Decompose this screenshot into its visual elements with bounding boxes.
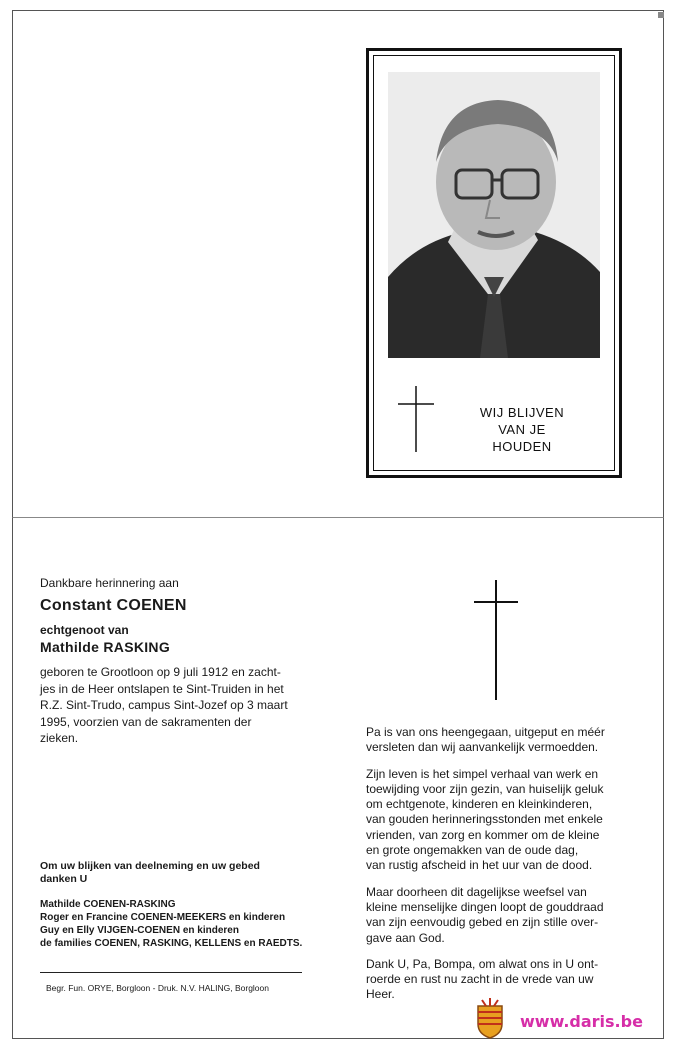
- crest-icon: [474, 998, 506, 1040]
- spouse-label: echtgenoot van: [40, 623, 129, 637]
- cross-icon: [396, 384, 436, 454]
- portrait-photo: [388, 72, 600, 358]
- large-cross-icon: [470, 578, 522, 702]
- spouse-name: Mathilde RASKING: [40, 639, 171, 655]
- corner-mark: [658, 12, 664, 18]
- poem: Pa is van ons heengegaan, uitgeput en méér versleten dan wij aanvankelijk vermoedden. Zijn leven is het simpel verhaal van werk en toewijding voor zijn gezin, van huiselijk geluk om echtgenote, kinderen en kleinkinderen, van gouden herinneringsstonden met enkele vrienden, van zorg en kommer om de kleine en grote ongemakken van de oude dag, van rustig afscheid in het uur van de dood. Maar doorheen dit dagelijkse weefsel van kleine menselijke dingen loopt de gouddraad van zijn eenvoudig gebed en zijn stille over- gave aan God. Dank U, Pa, Bompa, om alwat ons in U ont- roerde en rust nu zacht in de vrede van uw Heer.: [366, 725, 605, 1002]
- deceased-name: Constant COENEN: [40, 597, 187, 614]
- family-list: Mathilde COENEN-RASKING Roger en Francine COENEN-MEEKERS en kinderen Guy en Elly VIJGEN-COENEN en kinderen de families COENEN, RASKING, KELLENS en RAEDTS.: [40, 899, 303, 949]
- watermark-link[interactable]: www.daris.be: [520, 1012, 643, 1031]
- printer-credit: Begr. Fun. ORYE, Borgloon - Druk. N.V. HALING, Borgloon: [46, 983, 269, 993]
- intro-text: Dankbare herinnering aan: [40, 576, 179, 590]
- thanks-text: Om uw blijken van deelneming en uw gebed danken U: [40, 860, 260, 885]
- divider: [40, 972, 302, 973]
- biography: geboren te Grootloon op 9 juli 1912 en zacht- jes in de Heer ontslapen te Sint-Truiden in het R.Z. Sint-Trudo, campus Sint-Jozef op 3 maart 1995, voorzien van de sakramenten der zieken.: [40, 665, 288, 745]
- motto: WIJ BLIJVEN VAN JE HOUDEN: [479, 405, 565, 454]
